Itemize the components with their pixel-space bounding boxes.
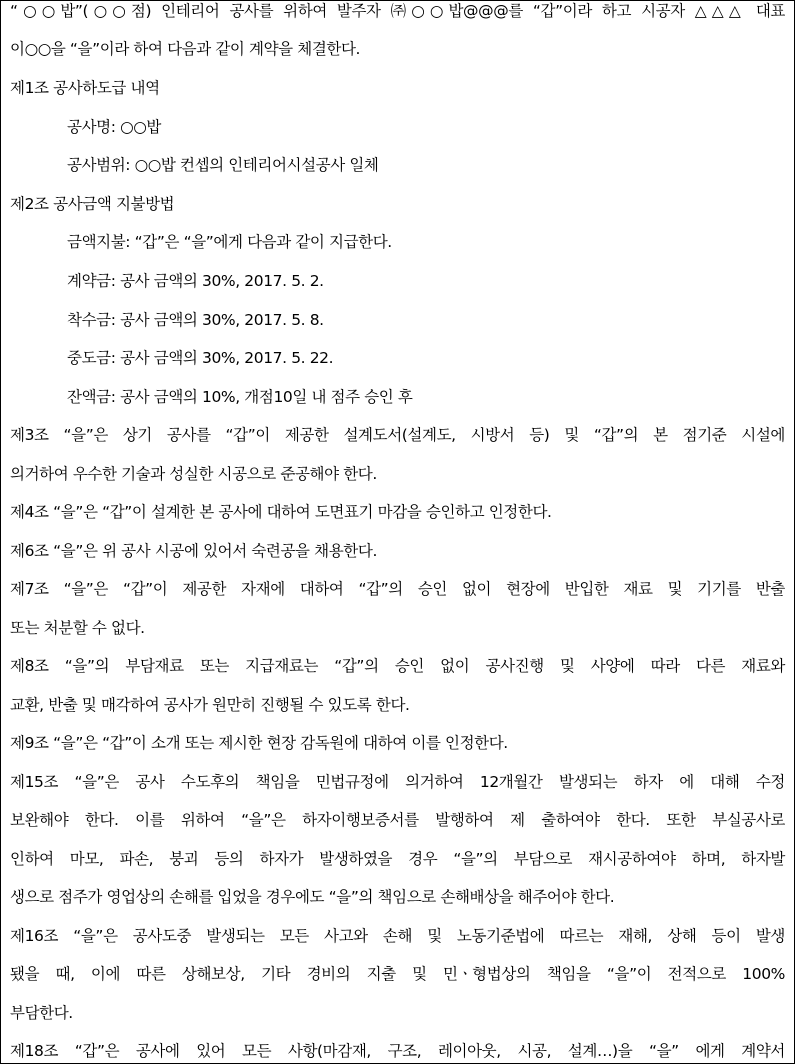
payment-terms: 금액지불: “갑”은 “을”에게 다음과 같이 지급한다. (67, 233, 392, 251)
project-scope: 공사범위: ○○밥 컨셉의 인테리어시설공사 일체 (67, 156, 379, 174)
article-7-line-1: 제7조 “을”은 “갑”이 제공한 자재에 대하여 “갑”의 승인 없이 현장에 반입한 재료 및 기기를 반출 (10, 580, 785, 598)
deposit-payment: 계약금: 공사 금액의 30%, 2017. 5. 2. (67, 272, 324, 290)
article-16-line-3: 부담한다. (10, 1004, 73, 1022)
start-payment: 착수금: 공사 금액의 30%, 2017. 5. 8. (67, 311, 324, 329)
article-16-line-2: 됐을 때, 이에 따른 상해보상, 기타 경비의 지출 및 민ㆍ형법상의 책임을 “을”이 전적으로 100% (10, 965, 785, 983)
balance-payment: 잔액금: 공사 금액의 10%, 개점10일 내 점주 승인 후 (67, 388, 413, 406)
article-1-heading: 제1조 공사하도급 내역 (10, 79, 160, 97)
article-7-line-2: 또는 처분할 수 없다. (10, 619, 145, 637)
article-2-heading: 제2조 공사금액 지불방법 (10, 195, 175, 213)
article-15-line-4: 생으로 점주가 영업상의 손해를 입었을 경우에도 “을”의 책임으로 손해배상을 해주어야 한다. (10, 888, 615, 906)
preamble-line-1: “○○밥”(○○점) 인테리어 공사를 위하여 발주자 ㈜○○밥@@@를 “갑”이라 하고 시공자 △△△ 대표 (10, 2, 785, 20)
article-9: 제9조 “을”은 “갑”이 소개 또는 제시한 현장 감독원에 대하여 이를 인정한다. (10, 734, 508, 752)
article-15-line-2: 보완해야 한다. 이를 위하여 “을”은 하자이행보증서를 발행하여 제 출하여야 한다. 또한 부실공사로 (10, 811, 785, 829)
article-3-line-2: 의거하여 우수한 기술과 성실한 시공으로 준공해야 한다. (10, 465, 377, 483)
article-8-line-1: 제8조 “을”의 부담재료 또는 지급재료는 “갑”의 승인 없이 공사진행 및 사양에 따라 다른 재료와 (10, 657, 785, 675)
article-4: 제4조 “을”은 “갑”이 설계한 본 공사에 대하여 도면표기 마감을 승인하고 인정한다. (10, 503, 552, 521)
preamble-line-2: 이○○을 “을”이라 하여 다음과 같이 계약을 체결한다. (10, 40, 361, 58)
article-15-line-3: 인하여 마모, 파손, 붕괴 등의 하자가 발생하였을 경우 “을”의 부담으로 재시공하여야 하며, 하자발 (10, 850, 785, 868)
article-15-line-1: 제15조 “을”은 공사 수도후의 책임을 민법규정에 의거하여 12개월간 발생되는 하자 에 대해 수정 (10, 773, 785, 791)
article-8-line-2: 교환, 반출 및 매각하여 공사가 원만히 진행될 수 있도록 한다. (10, 696, 410, 714)
article-18-line-1: 제18조 “갑”은 공사에 있어 모든 사항(마감재, 구조, 레이아웃, 시공, 설계…)을 “을” 에게 계약서 (10, 1042, 785, 1060)
interim-payment: 중도금: 공사 금액의 30%, 2017. 5. 22. (67, 349, 334, 367)
article-3-line-1: 제3조 “을”은 상기 공사를 “갑”이 제공한 설계도서(설계도, 시방서 등) 및 “갑”의 본 점기준 시설에 (10, 426, 785, 444)
project-name: 공사명: ○○밥 (67, 118, 161, 136)
article-16-line-1: 제16조 “을”은 공사도중 발생되는 모든 사고와 손해 및 노동기준법에 따르는 재해, 상해 등이 발생 (10, 927, 785, 945)
article-6: 제6조 “을”은 위 공사 시공에 있어서 숙련공을 채용한다. (10, 542, 377, 560)
